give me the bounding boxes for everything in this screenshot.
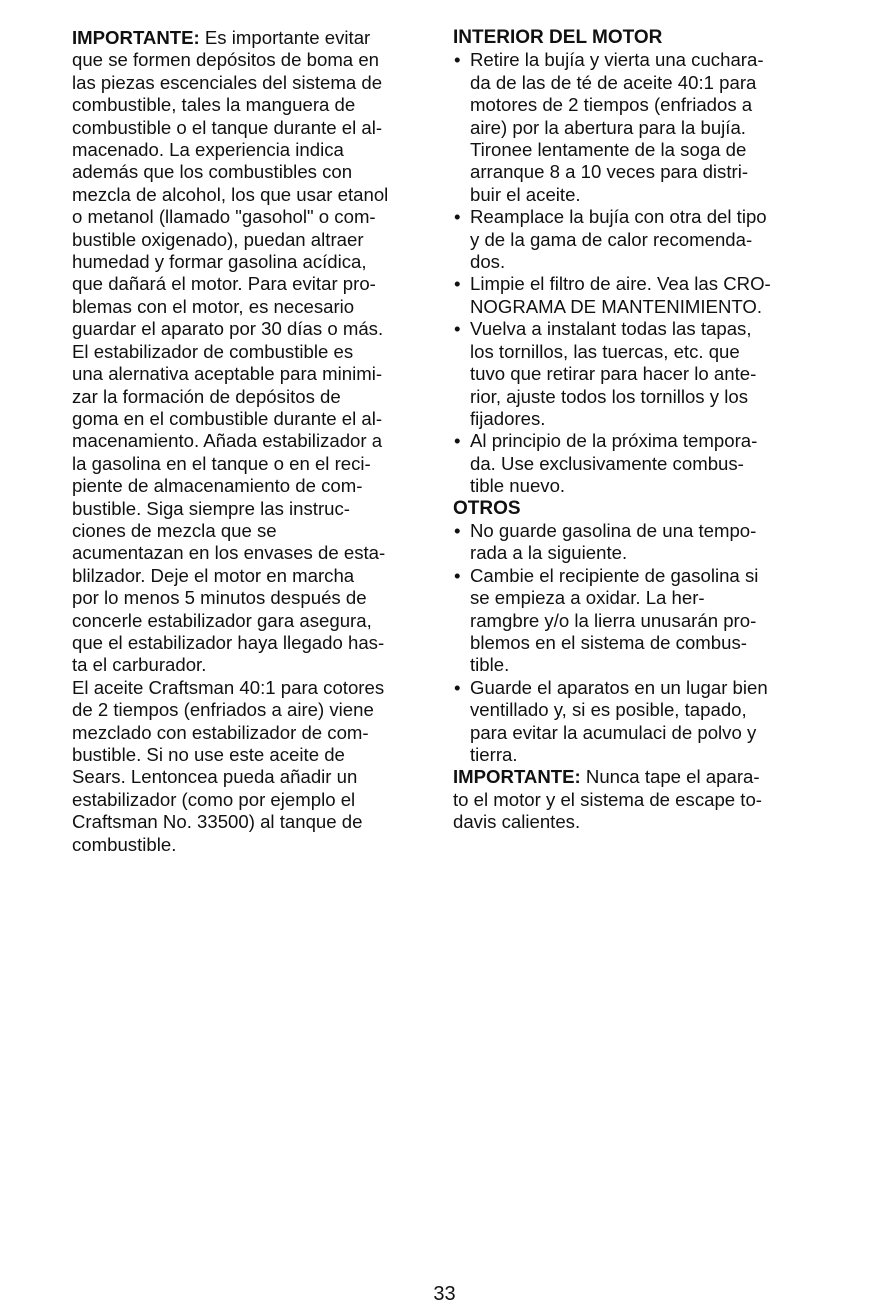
important-label: IMPORTANTE: [72, 27, 200, 48]
others-heading: OTROS [453, 497, 521, 519]
left-column [72, 27, 422, 856]
list-item: • No guarde gasolina de una tempo- rada a la siguiente. [454, 519, 757, 564]
bullet-icon: • [454, 564, 461, 586]
engine-list [453, 49, 813, 497]
list-item: • Guarde el aparatos en un lugar bien ventillado y, si es posible, tapado, para evitar la acumulaci de polvo y tierra. [454, 676, 768, 765]
bullet-icon: • [454, 49, 461, 71]
bullet-icon: • [454, 676, 461, 698]
bullet-icon: • [454, 430, 461, 452]
important-label: IMPORTANTE: [453, 766, 581, 788]
important-text: Nunca tape el apara- to el motor y el sistema de escape to- davis calientes. [453, 766, 763, 833]
oil-paragraph: El aceite Craftsman 40:1 para cotores de 2 tiempos (enfriados a aire) viene mezclado con estabilizador de com- bustible. Si no use este aceite de Sears. Lentoncea pueda añadir un estabilizador (como por ejemplo el Craftsman No. 33500) al tanque de combustible. [72, 676, 385, 855]
important-text: Es importante evitar que se formen depósitos de boma en las piezas escenciales del sistema de combustible, tales la manguera de combustible o el tanque durante el al- macenado. La experiencia indica además que los combustibles con mezcla de alcohol, los que usar etanol o metanol (llamado "gasohol" o com- bustible oxigenado), puedan altraer humedad y formar gasolina acídica, que dañará el motor. Para evitar pro- blemas con el motor, es necesario guardar el aparato por 30 días o más. [72, 27, 389, 340]
important-paragraph [72, 27, 422, 341]
bullet-icon: • [454, 318, 461, 340]
bullet-icon: • [454, 206, 461, 228]
list-item: • Retire la bujía y vierta una cuchara- da de las de té de aceite 40:1 para motores de 2 tiempos (enfriados a aire) por la abertura para la bujía. Tironee lentamente de la soga de arranque 8 a 10 veces para distri- buir el aceite. [454, 49, 764, 205]
bullet-icon: • [454, 519, 461, 541]
others-list [453, 520, 813, 766]
right-column [453, 27, 813, 834]
closing-important-paragraph [453, 766, 813, 833]
page-number: 33 [433, 1283, 456, 1305]
bullet-icon: • [454, 273, 461, 295]
stabilizer-paragraph: El estabilizador de combustible es una alernativa aceptable para minimi- zar la formación de depósitos de goma en el combustible durante el al- macenamiento. Añada estabilizador a la gasolina en el tanque o en el reci- piente de almacenamiento de com- bustible. Siga siempre las instruc- ciones de mezcla que se acumentazan en los envases de esta- blilzador. Deje el motor en marcha por lo menos 5 minutos después de concerle estabilizador gara asegura, que el estabilizador haya llegado has- ta el carburador. [72, 340, 386, 676]
list-item: • Cambie el recipiente de gasolina si se empieza a oxidar. La her- ramgbre y/o la lierra unusarán pro- blemos en el sistema de combus- tible. [454, 564, 759, 676]
list-item: • Al principio de la próxima tempora- da. Use exclusivamente combus- tible nuevo. [454, 430, 758, 497]
list-item: • Vuelva a instalant todas las tapas, los tornillos, las tuercas, etc. que tuvo que retirar para hacer lo ante- rior, ajuste todos los tornillos y los fijadores. [454, 318, 757, 429]
list-item: • Reamplace la bujía con otra del tipo y de la gama de calor recomenda- dos. [454, 206, 767, 273]
engine-heading: INTERIOR DEL MOTOR [453, 27, 663, 48]
list-item: • Limpie el filtro de aire. Vea las CRO- NOGRAMA DE MANTENIMIENTO. [454, 273, 771, 317]
